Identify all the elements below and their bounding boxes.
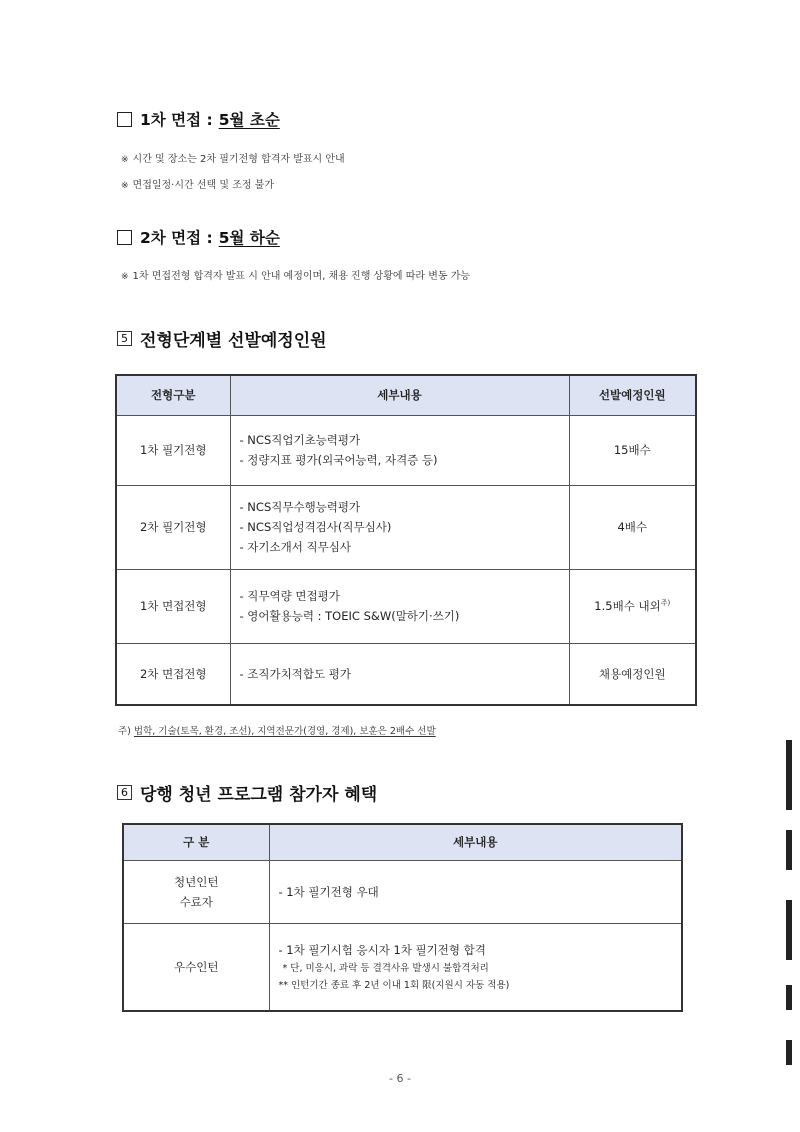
category-cell: 우수인턴 xyxy=(123,923,269,1011)
table-row xyxy=(116,643,696,705)
section6-heading xyxy=(117,780,377,805)
interview1-heading xyxy=(117,108,280,130)
reference-mark: ※ xyxy=(121,272,129,282)
interview2-heading xyxy=(117,226,280,248)
interview2-label: 2차 면접 : xyxy=(140,229,213,247)
scan-edge-mark xyxy=(786,900,792,960)
selection-table xyxy=(115,374,697,706)
interview1-date: 5월 초순 xyxy=(218,111,280,129)
interview1-note-1: ※ 시간 및 장소는 2차 필기전형 합격자 발표시 안내 xyxy=(121,154,345,165)
scan-edge-mark xyxy=(786,1040,792,1065)
scan-edge-mark xyxy=(786,985,792,1010)
checkbox-square-icon xyxy=(117,230,132,245)
section5-title: 전형단계별 선발예정인원 xyxy=(140,331,327,351)
detail-cell: - 직무역량 면접평가 - 영어활용능력 : TOEIC S&W(말하기·쓰기) xyxy=(230,569,569,643)
table-header: 세부내용 xyxy=(269,824,682,860)
checkbox-square-icon xyxy=(117,112,132,127)
stage-cell: 2차 면접전형 xyxy=(116,643,230,705)
footnote-marker: 주) xyxy=(660,599,671,608)
section-number-box: 6 xyxy=(117,785,132,800)
reference-mark: ※ xyxy=(121,155,129,165)
interview1-label: 1차 면접 : xyxy=(140,111,213,129)
stage-cell: 1차 필기전형 xyxy=(116,415,230,485)
table-header: 선발예정인원 xyxy=(569,375,696,415)
interview2-date: 5월 하순 xyxy=(218,229,280,247)
table-row xyxy=(116,415,696,485)
detail-cell: - NCS직업기초능력평가 - 정량지표 평가(외국어능력, 자격증 등) xyxy=(230,415,569,485)
section-number-box: 5 xyxy=(117,331,132,346)
stage-cell: 1차 면접전형 xyxy=(116,569,230,643)
category-cell: 청년인턴 수료자 xyxy=(123,860,269,923)
table-row xyxy=(116,485,696,569)
table-header-row xyxy=(116,375,696,415)
interview1-note-2: ※ 면접일정·시간 선택 및 조정 불가 xyxy=(121,180,275,191)
count-cell: 1.5배수 내외$^{주)}$ xyxy=(569,569,696,643)
table-header: 전형구분 xyxy=(116,375,230,415)
count-cell: 4배수 xyxy=(569,485,696,569)
section5-heading xyxy=(117,326,327,351)
table-row xyxy=(123,923,682,1011)
detail-cell: - NCS직무수행능력평가 - NCS직업성격검사(직무심사) - 자기소개서 직무심사 xyxy=(230,485,569,569)
reference-mark: ※ xyxy=(121,181,129,191)
page-number: - 6 - xyxy=(389,1072,411,1085)
table-footnote: 주) 법학, 기술(토목, 환경, 조선), 지역전문가(경영, 경제), 보훈은 2배수 선발 xyxy=(118,726,436,737)
interview2-note-1: ※ 1차 면접전형 합격자 발표 시 안내 예정이며, 채용 진행 상황에 따라 변동 가능 xyxy=(121,271,471,282)
count-cell: 채용예정인원 xyxy=(569,643,696,705)
detail-cell: - 1차 필기전형 우대 xyxy=(269,860,682,923)
scan-edge-mark xyxy=(786,830,792,870)
count-cell: 15배수 xyxy=(569,415,696,485)
section6-title: 당행 청년 프로그램 참가자 혜택 xyxy=(140,785,378,805)
table-header: 구 분 xyxy=(123,824,269,860)
table-row xyxy=(116,569,696,643)
table-row xyxy=(123,860,682,923)
table-header-row xyxy=(123,824,682,860)
detail-cell: - 1차 필기시험 응시자 1차 필기전형 합격 * 단, 미응시, 과락 등 결격사유 발생시 불합격처리 ** 인턴기간 종료 후 2년 이내 1회 限(지원시 자동 적용) xyxy=(269,923,682,1011)
detail-cell: - 조직가치적합도 평가 xyxy=(230,643,569,705)
stage-cell: 2차 필기전형 xyxy=(116,485,230,569)
benefits-table xyxy=(122,823,683,1012)
scan-edge-mark xyxy=(786,740,792,810)
table-header: 세부내용 xyxy=(230,375,569,415)
